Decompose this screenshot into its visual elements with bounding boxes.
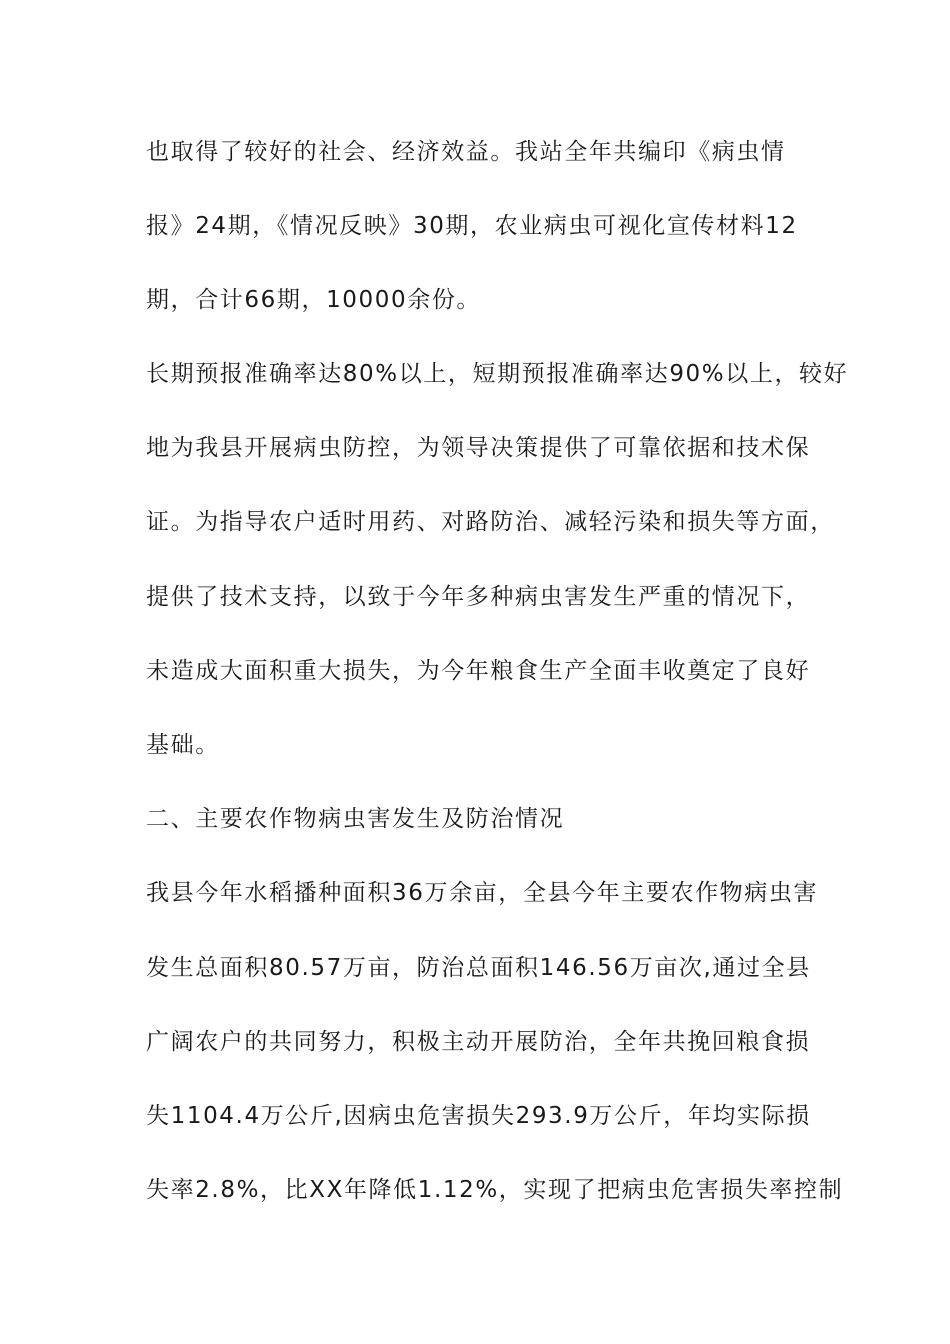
text-line: 失1104.4万公斤,因病虫危害损失293.9万公斤，年均实际损 — [146, 1103, 811, 1129]
text-line: 也取得了较好的社会、经济效益。我站全年共编印《病虫情 — [146, 139, 786, 165]
section-heading: 二、主要农作物病虫害发生及防治情况 — [146, 806, 565, 832]
text-line: 我县今年水稻播种面积36万余亩，全县今年主要农作物病虫害 — [146, 880, 819, 906]
text-line: 未造成大面积重大损失，为今年粮食生产全面丰收奠定了良好 — [146, 658, 811, 684]
text-line: 地为我县开展病虫防控，为领导决策提供了可靠依据和技术保 — [146, 435, 811, 461]
text-line: 提供了技术支持，以致于今年多种病虫害发生严重的情况下， — [146, 584, 811, 610]
text-line: 基础。 — [146, 732, 220, 758]
text-line: 长期预报准确率达80%以上，短期预报准确率达90%以上，较好 — [146, 361, 849, 387]
text-line: 发生总面积80.57万亩，防治总面积146.56万亩次,通过全县 — [146, 955, 811, 981]
text-line: 期，合计66期，10000余份。 — [146, 287, 482, 313]
text-line: 证。为指导农户适时用药、对路防治、减轻污染和损失等方面， — [146, 509, 835, 535]
text-line: 广阔农户的共同努力，积极主动开展防治，全年共挽回粮食损 — [146, 1029, 811, 1055]
text-line: 报》24期，《情况反映》30期，农业病虫可视化宣传材料12 — [146, 213, 798, 239]
text-line: 失率2.8%，比XX年降低1.12%，实现了把病虫危害损失率控制 — [146, 1177, 844, 1203]
